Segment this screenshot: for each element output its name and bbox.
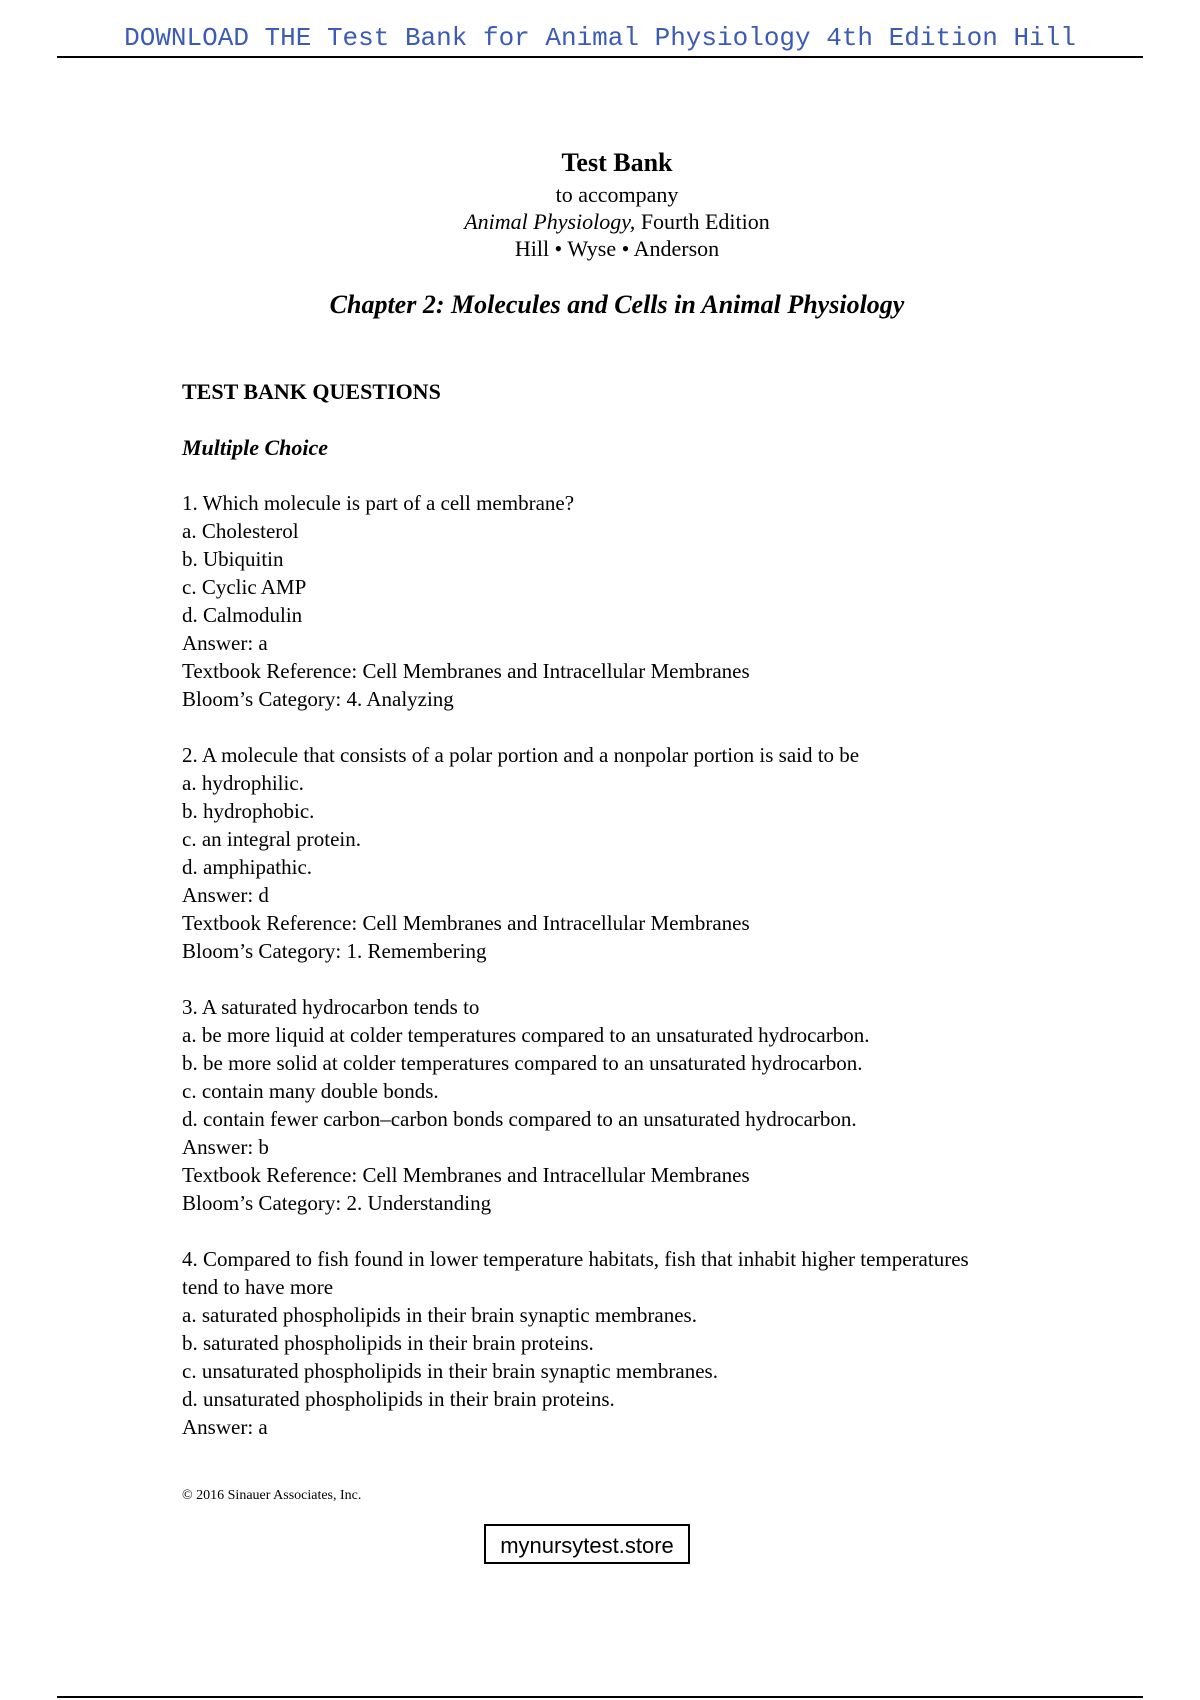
chapter-title: Chapter 2: Molecules and Cells in Animal Physiology bbox=[329, 290, 905, 319]
option-d: d. unsaturated phospholipids in their brain proteins. bbox=[182, 1387, 615, 1411]
textbook-reference: Textbook Reference: Cell Membranes and Intracellular Membranes bbox=[182, 659, 750, 683]
question-text: 2. A molecule that consists of a polar portion and a nonpolar portion is said to be bbox=[182, 743, 860, 767]
question-text: 4. Compared to fish found in lower temperature habitats, fish that inhabit higher temperatures tend to have more bbox=[182, 1247, 969, 1299]
question-text: 1. Which molecule is part of a cell membrane? bbox=[182, 491, 575, 515]
textbook-reference: Textbook Reference: Cell Membranes and Intracellular Membranes bbox=[182, 1163, 750, 1187]
textbook-reference: Textbook Reference: Cell Membranes and Intracellular Membranes bbox=[182, 911, 750, 935]
answer: Answer: d bbox=[182, 883, 269, 907]
authors-line: Hill • Wyse • Anderson bbox=[514, 236, 720, 261]
download-banner[interactable]: DOWNLOAD THE Test Bank for Animal Physiology 4th Edition Hill bbox=[57, 20, 1143, 58]
option-d: d. contain fewer carbon–carbon bonds compared to an unsaturated hydrocarbon. bbox=[182, 1107, 857, 1131]
option-b: b. be more solid at colder temperatures compared to an unsaturated hydrocarbon. bbox=[182, 1051, 863, 1075]
book-title: Animal Physiology, bbox=[464, 209, 636, 234]
option-c: c. contain many double bonds. bbox=[182, 1079, 439, 1103]
test-bank-title: Test Bank bbox=[561, 148, 673, 177]
option-b: b. saturated phospholipids in their brain proteins. bbox=[182, 1331, 594, 1355]
question-1 bbox=[182, 489, 1002, 713]
option-a: a. Cholesterol bbox=[182, 519, 299, 543]
document-header bbox=[0, 145, 1200, 322]
option-a: a. saturated phospholipids in their brain synaptic membranes. bbox=[182, 1303, 697, 1327]
book-title-line bbox=[0, 208, 1200, 235]
section-subheading: Multiple Choice bbox=[182, 435, 329, 460]
answer: Answer: a bbox=[182, 631, 268, 655]
question-text: 3. A saturated hydrocarbon tends to bbox=[182, 995, 480, 1019]
questions-content bbox=[182, 377, 1002, 1469]
option-a: a. hydrophilic. bbox=[182, 771, 304, 795]
answer: Answer: b bbox=[182, 1135, 269, 1159]
option-c: c. Cyclic AMP bbox=[182, 575, 307, 599]
bloom-category: Bloom’s Category: 4. Analyzing bbox=[182, 687, 454, 711]
bottom-divider bbox=[57, 1696, 1143, 1698]
option-c: c. unsaturated phospholipids in their brain synaptic membranes. bbox=[182, 1359, 718, 1383]
option-c: c. an integral protein. bbox=[182, 827, 362, 851]
question-3 bbox=[182, 993, 1002, 1217]
bloom-category: Bloom’s Category: 2. Understanding bbox=[182, 1191, 492, 1215]
answer: Answer: a bbox=[182, 1415, 268, 1439]
store-link[interactable]: mynursytest.store bbox=[484, 1524, 690, 1564]
book-edition: Fourth Edition bbox=[635, 209, 770, 234]
option-d: d. amphipathic. bbox=[182, 855, 313, 879]
option-b: b. Ubiquitin bbox=[182, 547, 284, 571]
question-2 bbox=[182, 741, 1002, 965]
bloom-category: Bloom’s Category: 1. Remembering bbox=[182, 939, 487, 963]
copyright-notice: © 2016 Sinauer Associates, Inc. bbox=[182, 1488, 362, 1503]
section-heading: TEST BANK QUESTIONS bbox=[182, 379, 441, 404]
option-b: b. hydrophobic. bbox=[182, 799, 315, 823]
option-a: a. be more liquid at colder temperatures compared to an unsaturated hydrocarbon. bbox=[182, 1023, 870, 1047]
accompany-line: to accompany bbox=[555, 182, 679, 207]
question-4 bbox=[182, 1245, 1002, 1441]
option-d: d. Calmodulin bbox=[182, 603, 303, 627]
